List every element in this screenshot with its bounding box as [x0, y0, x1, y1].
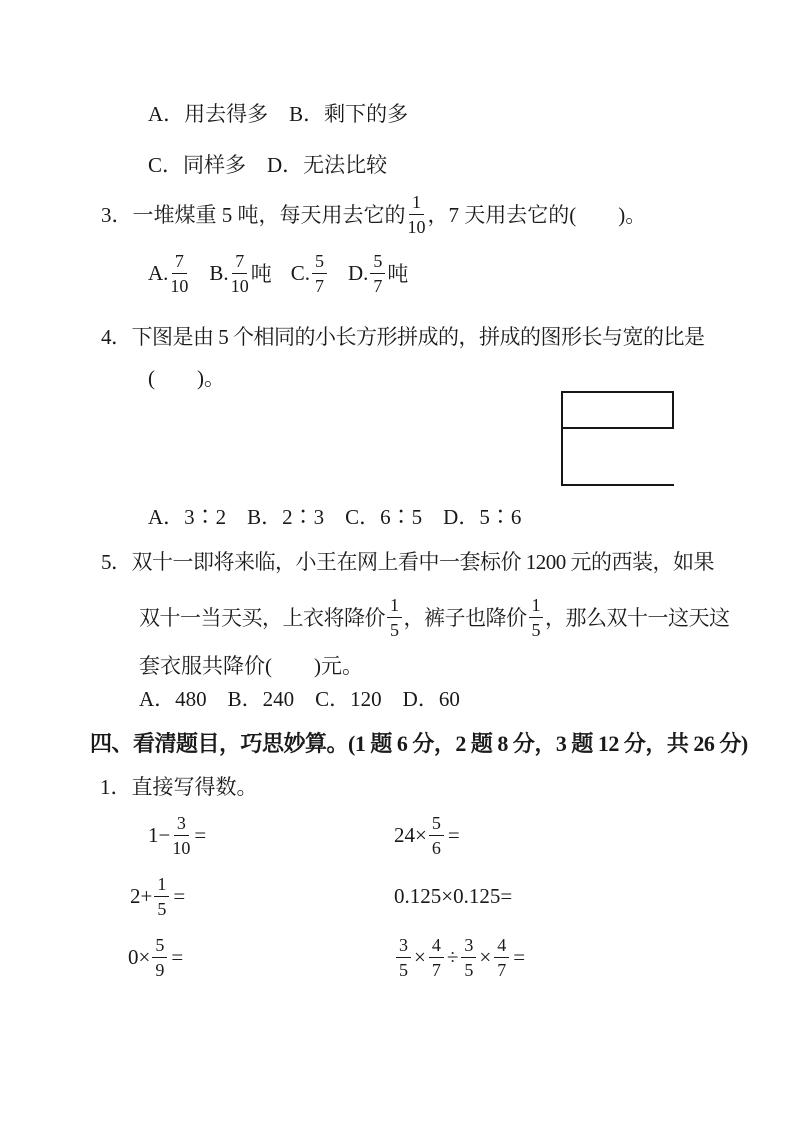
fraction-numerator: 1	[529, 596, 544, 618]
q5-line2-pre: 双十一当天买，上衣将降价	[139, 606, 385, 630]
fraction	[231, 252, 249, 295]
equation-operand: 0×	[128, 944, 151, 969]
equation-1	[148, 810, 206, 860]
fraction-denominator: 10	[170, 275, 189, 296]
fraction-numerator: 5	[429, 814, 444, 836]
equation-text: 0.125×0.125=	[394, 883, 513, 908]
fraction-denominator: 7	[314, 275, 324, 296]
equals-sign: =	[447, 822, 460, 847]
fraction	[387, 596, 402, 639]
fraction-numerator: 7	[172, 252, 187, 274]
fraction-denominator: 5	[531, 619, 540, 640]
fraction	[461, 936, 476, 979]
fraction	[370, 252, 385, 295]
equation-operand: 1−	[148, 822, 171, 847]
fraction-denominator: 10	[407, 216, 426, 237]
q5-question-line-2	[139, 592, 730, 642]
q3-text-post: ，7 天用去它的( )。	[427, 203, 647, 227]
fraction-denominator: 10	[172, 837, 191, 858]
q3-text-pre: 一堆煤重 5 吨，每天用去它的	[132, 203, 406, 227]
fraction-numerator: 7	[232, 252, 247, 274]
fraction	[170, 252, 188, 295]
fraction	[429, 936, 444, 979]
section-4-title: 四、看清题目，巧思妙算。(1 题 6 分，2 题 8 分，3 题 12 分，共 26 分)	[90, 731, 748, 756]
q3-number: 3．	[101, 203, 133, 227]
q3-option-d	[348, 252, 408, 295]
fraction-numerator: 4	[494, 936, 509, 958]
fraction-numerator: 1	[387, 596, 402, 618]
figure-bottom-section	[561, 429, 674, 486]
section-4-item-1: 1．直接写得数。	[100, 775, 258, 799]
q5-options-row: A．480 B．240 C．120 D．60	[139, 687, 460, 711]
equation-operand: 2+	[130, 883, 153, 908]
fraction-numerator: 5	[152, 936, 167, 958]
fraction	[152, 936, 167, 979]
option-label: D.	[347, 260, 369, 285]
fraction-denominator: 5	[157, 898, 167, 919]
equals-sign: =	[171, 944, 184, 969]
option-suffix: 吨	[387, 262, 409, 286]
figure-top-rectangle	[561, 391, 674, 429]
fraction	[396, 936, 411, 979]
equals-sign: =	[194, 822, 207, 847]
equation-5	[128, 932, 183, 982]
fraction	[429, 814, 444, 857]
fraction-numerator: 3	[461, 936, 476, 958]
fraction-denominator: 7	[373, 275, 383, 296]
fraction	[154, 875, 169, 918]
fraction-denominator: 10	[230, 275, 249, 296]
fraction-denominator: 7	[497, 959, 507, 980]
equation-4	[394, 871, 512, 921]
q4-number: 4．	[101, 325, 132, 349]
q5-line2-mid: ，裤子也降价	[403, 606, 527, 630]
option-suffix: 吨	[250, 262, 272, 286]
q4-answer-blank: ( )。	[148, 366, 225, 390]
fraction-numerator: 3	[174, 814, 189, 836]
q3-option-a	[148, 252, 190, 295]
multiply-sign: ×	[414, 944, 426, 969]
q3-option-c	[291, 252, 329, 295]
fraction-numerator: 1	[154, 875, 169, 897]
fraction-denominator: 7	[431, 959, 441, 980]
q5-line2-post: ，那么双十一这天这	[545, 606, 730, 630]
equation-2	[394, 810, 460, 860]
option-label: B.	[209, 260, 229, 285]
fraction-denominator: 9	[155, 959, 165, 980]
fraction-numerator: 1	[409, 193, 424, 215]
fraction-denominator: 5	[390, 619, 399, 640]
multiply-sign: ×	[479, 944, 492, 969]
q4-question-text	[101, 324, 705, 351]
q2-options-row-2: C．同样多 D．无法比较	[148, 153, 388, 177]
equals-sign: =	[513, 944, 526, 969]
fraction-numerator: 3	[396, 936, 411, 958]
fraction	[494, 936, 509, 979]
fraction-denominator: 5	[464, 959, 474, 980]
fraction	[312, 252, 327, 295]
fraction	[172, 814, 190, 857]
divide-sign: ÷	[446, 944, 459, 969]
equation-3	[130, 871, 185, 921]
q4-text: 下图是由 5 个相同的小长方形拼成的，拼成的图形长与宽的比是	[131, 325, 705, 349]
fraction-denominator: 6	[431, 837, 441, 858]
q2-options-row-1: A．用去得多 B．剩下的多	[148, 102, 409, 126]
q5-question-line-1	[101, 549, 714, 576]
fraction-numerator: 4	[429, 936, 444, 958]
q5-text-line1: 双十一即将来临，小王在网上看中一套标价 1200 元的西装，如果	[131, 550, 714, 574]
q5-question-line-3: 套衣服共降价( )元。	[139, 654, 363, 678]
q3-option-b	[209, 252, 271, 295]
fraction-denominator: 5	[399, 959, 408, 980]
q5-number: 5．	[101, 550, 132, 574]
equation-operand: 24×	[394, 822, 427, 847]
fraction-numerator: 5	[370, 252, 385, 274]
q4-options-row: A．3∶2 B．2∶3 C．6∶5 D．5∶6	[148, 505, 522, 529]
option-label: C.	[290, 260, 310, 285]
fraction	[529, 596, 544, 639]
equals-sign: =	[173, 883, 186, 908]
q3-question-text	[101, 189, 646, 239]
equation-6	[394, 932, 525, 982]
q3-options-row	[148, 248, 427, 298]
fraction	[408, 193, 426, 236]
option-label: A.	[148, 260, 169, 285]
fraction-numerator: 5	[312, 252, 327, 274]
